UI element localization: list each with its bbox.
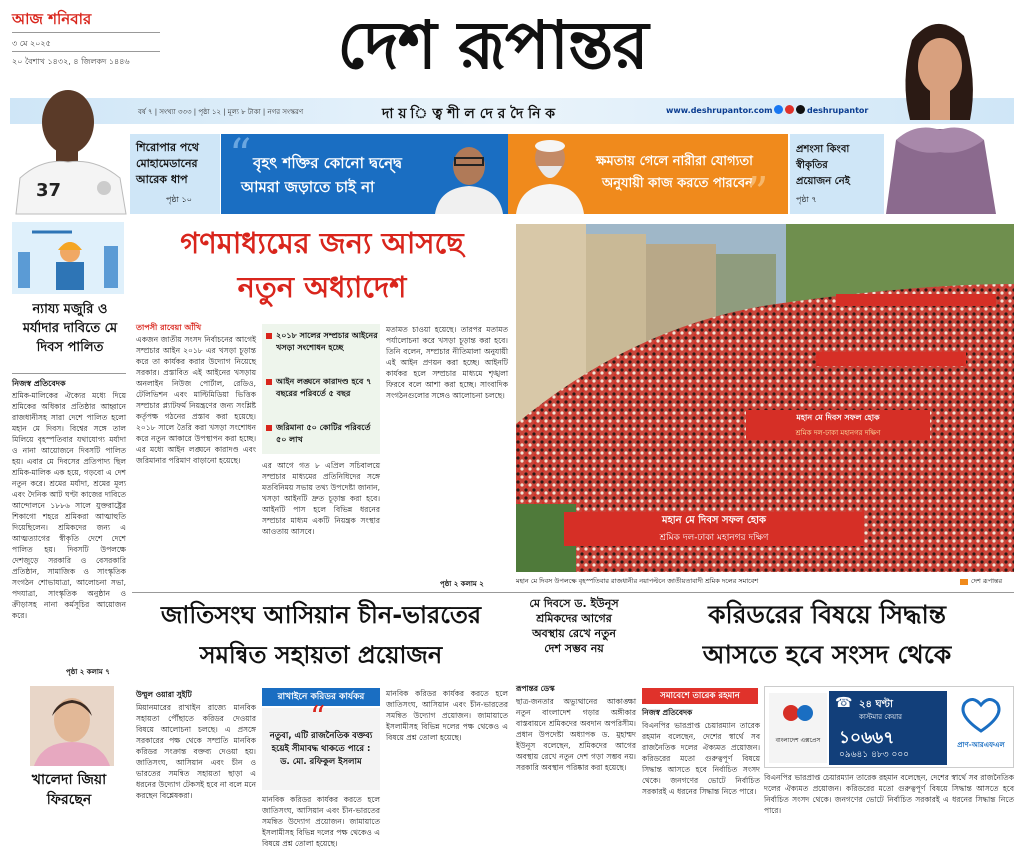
asean-headline-line1[interactable]: জাতিসংঘ আসিয়ান চীন-ভারতের (160, 601, 482, 629)
khaleda-photo (30, 686, 114, 766)
facebook-icon[interactable] (774, 105, 783, 114)
asean-byline: উম্মুল ওয়ারা সুইটি (136, 690, 192, 699)
khaleda-caption-line2: ফিরছেন (46, 792, 92, 808)
photo-credit-text: দেশ রূপান্তর (971, 577, 1003, 585)
newspaper-title: দেশ রূপান্তর (337, 7, 648, 84)
ad-hotline-panel (829, 691, 947, 765)
yunus-headline[interactable] (514, 596, 634, 656)
row2-rule (132, 592, 1014, 593)
rally-banner-1-text: মহান মে দিবস সফল হোক (796, 413, 880, 422)
bullet-2-icon (266, 379, 272, 385)
date-divider (12, 32, 160, 33)
corridor-headline-line1[interactable]: করিডরের বিষয়ে সিদ্ধান্ত (708, 600, 946, 629)
quote-mark-icon: “ (229, 130, 252, 181)
teaser-orange[interactable] (508, 134, 788, 219)
lead-body-col3: মতামত চাওয়া হয়েছে। তারপর মতামত পর্যালোচনা করে খসড়া চূড়ান্ত করা হবে। তিনি বলেন, সম্প্রচার নীতিমালা অনুযায়ী এই আইন প্রণয়ন করা হচ্ছে। আইনটি কার্যকর হলে সম্প্রচার মাধ্যমে শৃঙ্খলা ফিরবে বলে আশা করা হচ্ছে। সাংবাদিক সংগঠনগুলোর সঙ্গেও আলোচনা চলছে। (386, 325, 508, 400)
bullet-1 (266, 330, 378, 354)
rally-banner-4 (564, 530, 864, 546)
left-story-body: শ্রমিক-মালিকের ঐক্যের মধ্যে দিয়ে শ্রমিকের অধিকার প্রতিষ্ঠার আহ্বানে রাজধানীসহ সারা দেশে পালিত হলো মহান মে দিবস। বিশ্বের সঙ্গে তাল মিলিয়ে বৃহস্পতিবার যথাযোগ্য মর্যাদা ও নানা আয়োজনে দিবসটি পালিত হয়। এবার মে দিবসের প্রতিপাদ্য ছিল শ্রমিক-মালিক এক হয়ে, গড়বো এ দেশ নতুন করে। শ্রমের মর্যাদা, শ্রমের মূল্য এবং দৈনিক আট ঘণ্টা কাজের দাবিতে আন্দোলনে ১৮৮৬ সালে যুক্তরাষ্ট্রের শিকাগো শহরে শ্রমিকরা আত্মাহুতি দিয়েছিলেন। শ্রমিকদের জন্য এ আত্মত্যাগের স্বীকৃতি দেশে দেশে পালিত হয়। দিবসটি উপলক্ষে দেশজুড়ে সরকারি ও বেসরকারি প্রতিষ্ঠান, সামাজিক ও সাংস্কৃতিক সংগঠন শোভাযাত্রা, আলোচনা সভা, পদযাত্রা, সাংস্কৃতিক অনুষ্ঠান ও ক্রীড়াসহ নানা কর্মসূচির আয়োজন করে। (12, 391, 126, 620)
bullet-2 (266, 376, 378, 400)
yunus-headline-line1: মে দিবসে ড. ইউনূস (529, 597, 619, 610)
ad-hotline-label: ২৪ ঘণ্টা (859, 699, 893, 710)
ad-right-brand-text: প্রাণ-আরএফএল (957, 741, 1005, 749)
social-handle[interactable]: deshrupantor (807, 106, 869, 115)
issue-meta: বর্ষ ৭ | সংখ্যা ৩৩৩ | পৃষ্ঠা ১২ | মূল্য ৮ টাকা | নগর সংস্করণ (138, 108, 304, 116)
rally-banner-3-text: মহান মে দিবস সফল হোক (661, 515, 767, 526)
info-bar (10, 98, 1014, 124)
ad-left-brand (769, 693, 827, 763)
date-divider-2 (12, 51, 160, 52)
lead-body-col2: এর আগে গত ৮ এপ্রিল সচিবালয়ে সম্প্রচার মাধ্যমের প্রতিনিধিদের সঙ্গে মতবিনিময় সভায় তথ্য উপদেষ্টা জানান, খসড়া আইনটি দ্রুত চূড়ান্ত করা হবে। আইনটি পাস হলে বিভিন্ন ধরনের সম্প্রচার মাধ্যম একটি নিয়ন্ত্রক সংস্থার আওতায় আসবে। (262, 461, 380, 536)
youtube-icon[interactable] (785, 105, 794, 114)
ad-left-logo-icon (769, 693, 827, 733)
day-label: আজ শনিবার (12, 10, 92, 28)
tarek-byline: নিজস্ব প্রতিবেদক (642, 708, 693, 717)
teaser-sports-line1: শিরোপার পথে (136, 141, 199, 154)
may-day-illustration (12, 222, 124, 294)
ad-hotline-sub: কাস্টমার কেয়ার (859, 713, 903, 721)
bullet-1-icon (266, 333, 272, 339)
teaser-sports[interactable] (130, 134, 220, 214)
player-photo (12, 70, 130, 214)
samabesh-label: সমাবেশে তারেক রহমান (642, 688, 758, 704)
yunus-headline-line3: অবস্থায় রেখে নতুন (532, 627, 616, 640)
rakhine-label: রাখাইনে করিডর কার্যকর (262, 688, 380, 706)
teaser-orange-line2: অনুযায়ী কাজ করতে পারবেন (602, 176, 753, 191)
rally-banner-2 (746, 426, 930, 440)
rally-banner-2-text: শ্রমিক দল-ঢাকা মহানগর দক্ষিণ (795, 429, 881, 437)
bullet-3-text: জরিমানা ৫০ কোটির পরিবর্তে ৫০ লাখ (276, 423, 371, 444)
date-english: ৩ মে ২০২৫ (12, 39, 51, 48)
yunus-body: ছাত্র-জনতার অভ্যুত্থানের আকাঙ্ক্ষা নতুন বাংলাদেশ গড়ার অঙ্গীকার বাস্তবায়নে শ্রমিকদের অবদান অপরিসীম। প্রধান উপদেষ্টা অধ্যাপক ড. মুহাম্মদ ইউনূস বলেছেন, শ্রমিকদের আগের অবস্থায় রেখে নতুন দেশ গড়া সম্ভব নয়। সরকারি অবস্থান পরিষ্কার করা হয়েছে। (516, 697, 636, 772)
website-link[interactable]: www.deshrupantor.com (666, 106, 773, 115)
tarek-body: বিএনপির ভারপ্রাপ্ত চেয়ারম্যান তারেক রহমান বলেছেন, দেশের স্বার্থে সব রাজনৈতিক দলের ঐক্যমত প্রয়োজন। করিডরের মতো গুরুত্বপূর্ণ বিষয়ে সিদ্ধান্ত আসতে হবে নির্বাচিত সংসদ থেকে। জনগণের ভোটে নির্বাচিত সরকারই এ ধরনের সিদ্ধান্ত নিতে পারে। (642, 721, 760, 796)
rally-banner-1 (746, 410, 930, 426)
teaser-blue-line2: আমরা জড়াতে চাই না (241, 178, 375, 196)
asean-body: মিয়ানমারের রাখাইন রাজ্যে মানবিক সহায়তা পৌঁছাতে করিডর দেওয়ার বিষয়ে আলোচনা চলছে। এ প্রসঙ্গে সরকারের পক্ষ থেকে সম্প্রতি মানবিক করিডর সংক্রান্ত বক্তব্য দেওয়া হয়। জাতিসংঘ, আসিয়ান এবং চীন ও ভারতের সমন্বিত সহায়তা ছাড়া এ ধরনের উদ্যোগ টেকসই হবে না বলে মনে করছেন বিশ্লেষকরা। (136, 703, 256, 800)
rally-banner-4-text: শ্রমিক দল-ঢাকা মহানগর দক্ষিণ (659, 533, 769, 543)
left-story-byline: নিজস্ব প্রতিবেদক (12, 379, 66, 388)
rakhine-quote-box (262, 700, 380, 790)
yunus-headline-line4: দেশ সম্ভব নয় (544, 642, 604, 655)
lead-body-col1: একজন জাতীয় সংসদ নির্বাচনের আগেই সম্প্রচার আইন ২০১৮ এর খসড়া চূড়ান্ত করে তা কার্যকর করার উদ্যোগ নিয়েছে সরকার। প্রস্তাবিত এই আইনের খসড়ায় অনলাইন নিউজ পোর্টাল, রেডিও, টেলিভিশন এবং মাল্টিমিডিয়া ভিত্তিক সম্প্রচার প্ল্যাটফর্ম নিয়ন্ত্রণের জন্য সংশ্লিষ্ট কর্তৃপক্ষ গঠনের প্রস্তাব করা হয়েছে। ২০১৮ সালে তৈরি করা খসড়া সংশোধন করে নতুন আকারে উপস্থাপন করা হচ্ছে। এর মধ্যে আইন লঙ্ঘনে কারাদণ্ড এবং জরিমানার পরিমাণ বাড়ানো হয়েছে। (136, 335, 256, 465)
rally-photo (516, 224, 1014, 572)
teaser-sports-line3: আরেক ধাপ (136, 173, 188, 186)
khaleda-caption[interactable] (12, 770, 126, 810)
player-illustration (12, 70, 130, 214)
rakhine-body-col: মানবিক করিডর কার্যকর করতে হলে জাতিসংঘ, আসিয়ান এবং চীন-ভারতের সমন্বিত উদ্যোগ প্রয়োজন। জামায়াতে ইসলামীসহ বিভিন্ন দলের পক্ষ থেকেও এ বিষয়ে প্রশ্ন তোলা হয়েছে। (262, 795, 380, 848)
bullet-3 (266, 422, 378, 446)
bullet-2-text: আইন লঙ্ঘনে কারাদণ্ড হবে ৭ বছরের পরিবর্তে ৫ বছর (276, 377, 372, 398)
lead-byline: তাপসী রাবেয়া আঁখি (136, 323, 202, 332)
lead-bullets-box (262, 324, 380, 454)
hotline-ad[interactable] (764, 686, 1014, 768)
rally-banner-3 (564, 512, 864, 530)
photo-caption: মহান মে দিবস উপলক্ষে বৃহস্পতিবার রাজধানীর নয়াপল্টনে জাতীয়তাবাদী শ্রমিক দলের সমাবেশ (516, 577, 759, 585)
speaker-photo-1 (429, 138, 507, 214)
phone-icon: ☎ (835, 695, 853, 711)
teaser-sports-page: পৃষ্ঠা ১০ (166, 195, 192, 204)
date-bengali: ২০ বৈশাখ ১৪৩২, ৪ জিলকদ ১৪৪৬ (12, 57, 130, 66)
tarek-body-cont: বিএনপির ভারপ্রাপ্ত চেয়ারম্যান তারেক রহমান বলেছেন, দেশের স্বার্থে সব রাজনৈতিক দলের ঐক্যমত প্রয়োজন। করিডরের মতো গুরুত্বপূর্ণ বিষয়ে সিদ্ধান্ত আসতে হবে নির্বাচিত সংসদ থেকে। জনগণের ভোটে নির্বাচিত সরকারই এ ধরনের সিদ্ধান্ত নিতে পারে। (764, 773, 1014, 815)
ad-right-heart-icon (951, 693, 1011, 737)
left-story-rule (12, 373, 126, 374)
teaser-sports-line2: মোহামেডানের (136, 157, 198, 170)
yunus-headline-line2: শ্রমিকদের আগের (536, 612, 612, 625)
social-icons[interactable] (774, 105, 805, 114)
lead-headline-line1[interactable]: গণমাধ্যমের জন্য আসছে (180, 226, 464, 260)
tagline: দা য় ি ত্ব শী ল দে র দৈ নি ক (382, 106, 556, 122)
khaleda-caption-line1: খালেদা জিয়া (31, 772, 107, 788)
bullet-1-text: ২০১৮ সালের সম্প্রচার আইনের খসড়া সংশোধন হচ্ছে (276, 331, 378, 352)
speaker-photo-2 (510, 134, 588, 214)
rakhine-quote: নতুবা, এটি রাজনৈতিক বক্তব্য হয়েই সীমাবদ্ধ থাকতে পারে : ড. মো. রফিকুল ইসলাম (269, 731, 373, 767)
lead-headline-line2[interactable]: নতুন অধ্যাদেশ (237, 270, 407, 304)
yunus-byline: রূপান্তর ডেস্ক (516, 684, 555, 693)
asean-body-col3: মানবিক করিডর কার্যকর করতে হলে জাতিসংঘ, আসিয়ান এবং চীন-ভারতের সমন্বিত উদ্যোগ প্রয়োজন। জামায়াতে ইসলামীসহ বিভিন্ন দলের পক্ষ থেকেও এ বিষয়ে প্রশ্ন তোলা হয়েছে। (386, 689, 508, 742)
ad-left-brand-text: বাংলাদেশ এক্সপ্রেস (775, 737, 821, 744)
teaser-right-page: পৃষ্ঠা ৭ (796, 195, 817, 204)
teaser-blue[interactable] (221, 130, 508, 214)
photo-credit (960, 576, 1002, 587)
teaser-right-line3: প্রয়োজন নেই (796, 176, 850, 187)
teaser-blue-line1: বৃহৎ শক্তির কোনো দ্বন্দ্বে (253, 154, 402, 172)
teaser-orange-line1: ক্ষমতায় গেলে নারীরা যোগ্যতা (596, 154, 753, 169)
teaser-right-line1: প্রশংসা কিংবা (796, 144, 850, 155)
bullet-3-icon (266, 425, 272, 431)
quote-close-icon: ” (746, 168, 769, 219)
left-story-headline[interactable]: ন্যায্য মজুরি ও মর্যাদার দাবিতে মে দিবস পালিত (22, 302, 118, 355)
left-story-continued[interactable]: পৃষ্ঠা ২ কলাম ৭ (66, 668, 110, 676)
ad-phone: ১০৬৬৭ (839, 728, 895, 748)
ad-phone-alt: ০৯৬৪১ ৪৮৩ ০০০ (839, 750, 910, 760)
jersey-number: 37 (36, 180, 62, 201)
lead-continued[interactable]: পৃষ্ঠা ২ কলাম ২ (440, 580, 484, 588)
x-icon[interactable] (796, 105, 805, 114)
corridor-headline-line2[interactable]: আসতে হবে সংসদ থেকে (702, 640, 952, 669)
actress-photo (866, 10, 1012, 214)
credit-marker-icon (960, 579, 968, 585)
asean-headline-line2[interactable]: সমন্বিত সহায়তা প্রয়োজন (199, 641, 443, 669)
teaser-right-line2: স্বীকৃতির (796, 160, 828, 171)
ad-right-brand (951, 693, 1011, 763)
rakhine-quote-icon: “ (310, 700, 326, 735)
